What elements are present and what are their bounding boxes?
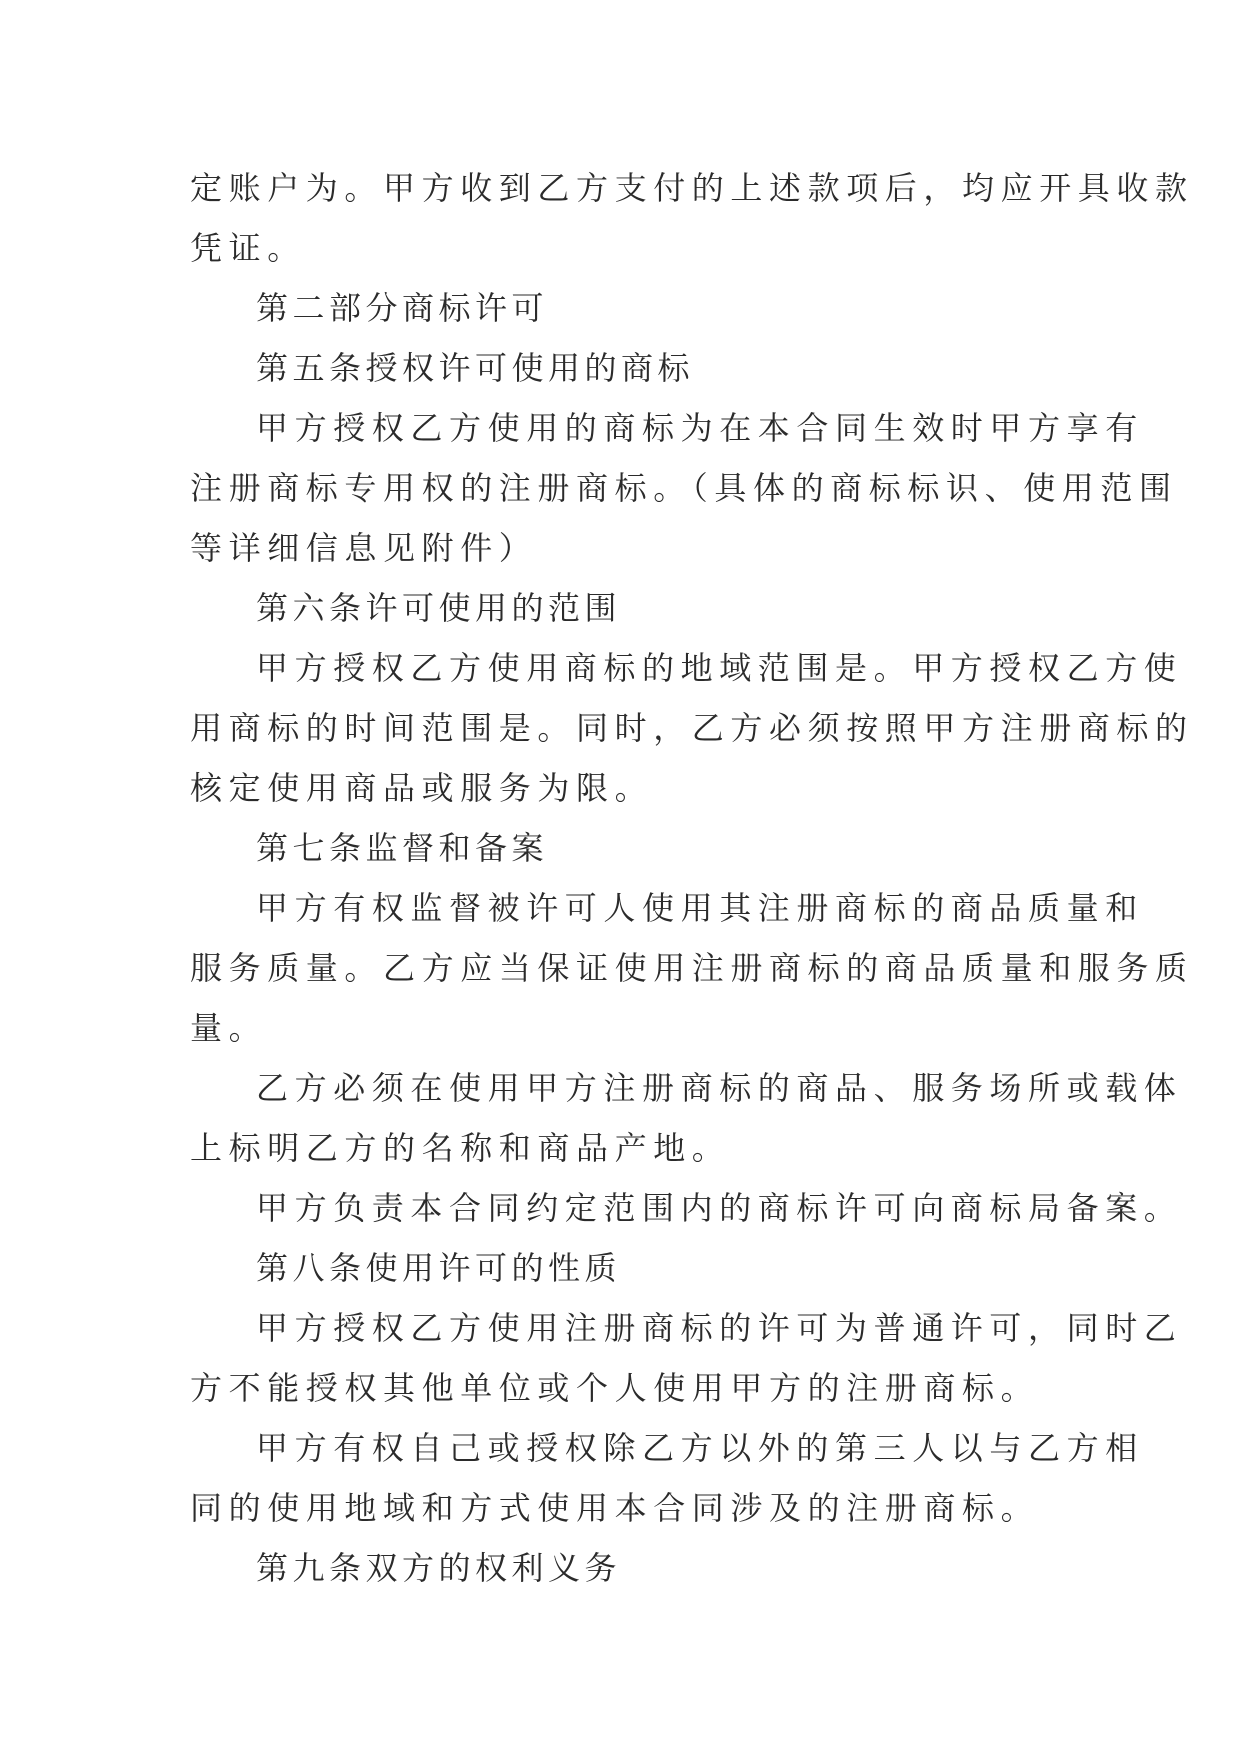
paragraph-line: 核定使用商品或服务为限。: [190, 769, 654, 807]
paragraph-line: 服务质量。乙方应当保证使用注册商标的商品质量和服务质: [190, 949, 1194, 987]
paragraph-line: 甲方授权乙方使用的商标为在本合同生效时甲方享有: [256, 409, 1144, 447]
section-heading: 第二部分商标许可: [256, 289, 549, 327]
article-heading: 第九条双方的权利义务: [256, 1549, 622, 1587]
paragraph-line: 甲方负责本合同约定范围内的商标许可向商标局备案。: [256, 1189, 1183, 1227]
paragraph-line: 凭证。: [190, 229, 306, 267]
paragraph-line: 定账户为。甲方收到乙方支付的上述款项后，均应开具收款: [190, 169, 1194, 207]
article-heading: 第八条使用许可的性质: [256, 1249, 622, 1287]
paragraph-line: 方不能授权其他单位或个人使用甲方的注册商标。: [190, 1369, 1040, 1407]
paragraph-line: 甲方授权乙方使用商标的地域范围是。甲方授权乙方使: [256, 649, 1183, 687]
paragraph-line: 量。: [190, 1009, 268, 1047]
article-heading: 第七条监督和备案: [256, 829, 549, 867]
article-heading: 第五条授权许可使用的商标: [256, 349, 695, 387]
paragraph-line: 注册商标专用权的注册商标。（具体的商标标识、使用范围: [190, 469, 1178, 507]
article-heading: 第六条许可使用的范围: [256, 589, 622, 627]
paragraph-line: 等详细信息见附件）: [190, 529, 538, 567]
paragraph-line: 甲方有权自己或授权除乙方以外的第三人以与乙方相: [256, 1429, 1144, 1467]
paragraph-line: 甲方有权监督被许可人使用其注册商标的商品质量和: [256, 889, 1144, 927]
paragraph-line: 上标明乙方的名称和商品产地。: [190, 1129, 731, 1167]
paragraph-line: 同的使用地域和方式使用本合同涉及的注册商标。: [190, 1489, 1040, 1527]
paragraph-line: 用商标的时间范围是。同时，乙方必须按照甲方注册商标的: [190, 709, 1194, 747]
paragraph-line: 甲方授权乙方使用注册商标的许可为普通许可，同时乙: [256, 1309, 1183, 1347]
paragraph-line: 乙方必须在使用甲方注册商标的商品、服务场所或载体: [256, 1069, 1183, 1107]
